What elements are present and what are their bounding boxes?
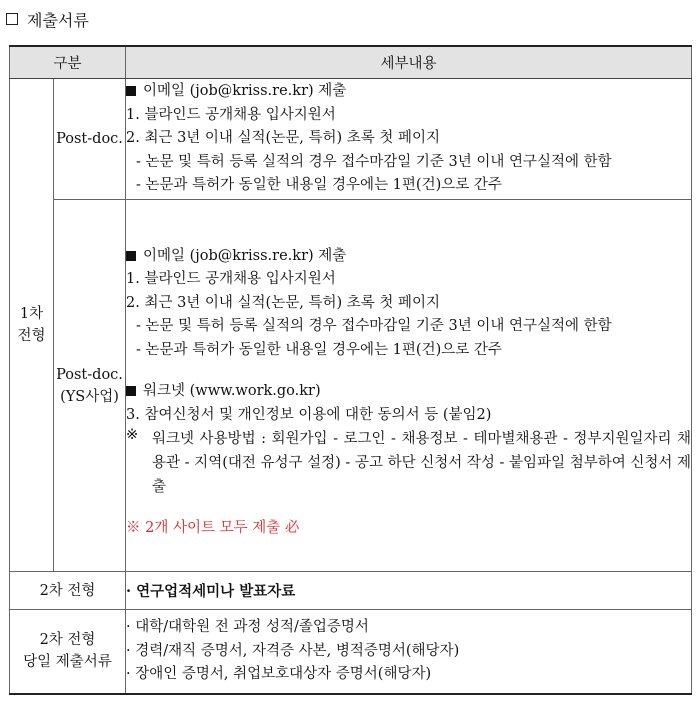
table-row (10, 79, 692, 200)
header-details: 세부내용 (126, 46, 692, 79)
round2-label: 2차 전형 (10, 572, 126, 610)
worknet-usage-note (126, 427, 691, 499)
table-row (10, 200, 692, 572)
round2-details: · 연구업적세미나 발표자료 (126, 572, 692, 610)
black-square-icon (126, 251, 136, 261)
table-header-row (10, 46, 692, 79)
sub-item: - 논문 및 특허 등록 실적의 경우 접수마감일 기준 3년 이내 연구실적에 한함 (136, 318, 612, 334)
section-heading (6, 8, 89, 30)
table-row (10, 610, 692, 694)
sub-item: - 논문 및 특허 등록 실적의 경우 접수마감일 기준 3년 이내 연구실적에 한함 (136, 153, 612, 170)
postdoc-label: Post-doc. (54, 79, 126, 200)
worknet-submission-line: 워크넷 (www.work.go.kr) (126, 380, 691, 404)
black-square-icon (126, 86, 136, 96)
round2-day-label: 2차 전형 당일 제출서류 (10, 610, 126, 694)
black-square-icon (126, 386, 136, 396)
email-submission-line: 이메일 (job@kriss.re.kr) 제출 (126, 80, 691, 104)
postdoc-ys-label: Post-doc. (YS사업) (54, 200, 126, 572)
sub-item: - 논문과 특허가 동일한 내용일 경우에는 1편(건)으로 간주 (136, 341, 502, 358)
header-category: 구분 (10, 46, 126, 79)
table-row (10, 572, 692, 610)
worknet-usage-text: 워크넷 사용방법 : 회원가입 - 로그인 - 채용정보 - 테마별채용관 - 정부지원일자리 채용관 - 지역(대전 유성구 설정) - 공고 하단 신청서 작성 - 붙임파일 첨부하여 신청서 제출 (152, 431, 692, 495)
submission-warning: ※ 2개 사이트 모두 제출 必 (126, 520, 300, 536)
reference-mark-icon: ※ (126, 427, 139, 443)
list-item: · 장애인 증명서, 취업보호대상자 증명서(해당자) (126, 666, 432, 682)
round1-label: 1차 전형 (10, 79, 54, 572)
sub-item: - 논문과 특허가 동일한 내용일 경우에는 1편(건)으로 간주 (136, 177, 502, 194)
section-heading-label: 제출서류 (27, 10, 89, 30)
list-item: · 대학/대학원 전 과정 성적/졸업증명서 (126, 619, 369, 635)
list-item: 1. 블라인드 공개채용 입사지원서 (126, 271, 336, 287)
list-item: 2. 최근 3년 이내 실적(논문, 특허) 초록 첫 페이지 (126, 294, 440, 311)
checkbox-square-icon (6, 13, 18, 25)
round2-day-details (126, 610, 692, 694)
list-item: · 경력/재직 증명서, 자격증 사본, 병적증명서(해당자) (126, 642, 460, 659)
email-submission-line: 이메일 (job@kriss.re.kr) 제출 (126, 245, 691, 269)
list-item: 1. 블라인드 공개채용 입사지원서 (126, 106, 336, 123)
documents-table (9, 45, 692, 695)
postdoc-details (126, 79, 692, 200)
list-item: 2. 최근 3년 이내 실적(논문, 특허) 초록 첫 페이지 (126, 130, 440, 147)
list-item: 3. 참여신청서 및 개인정보 이용에 대한 동의서 등 (붙임2) (126, 406, 492, 423)
postdoc-ys-details (126, 200, 692, 572)
